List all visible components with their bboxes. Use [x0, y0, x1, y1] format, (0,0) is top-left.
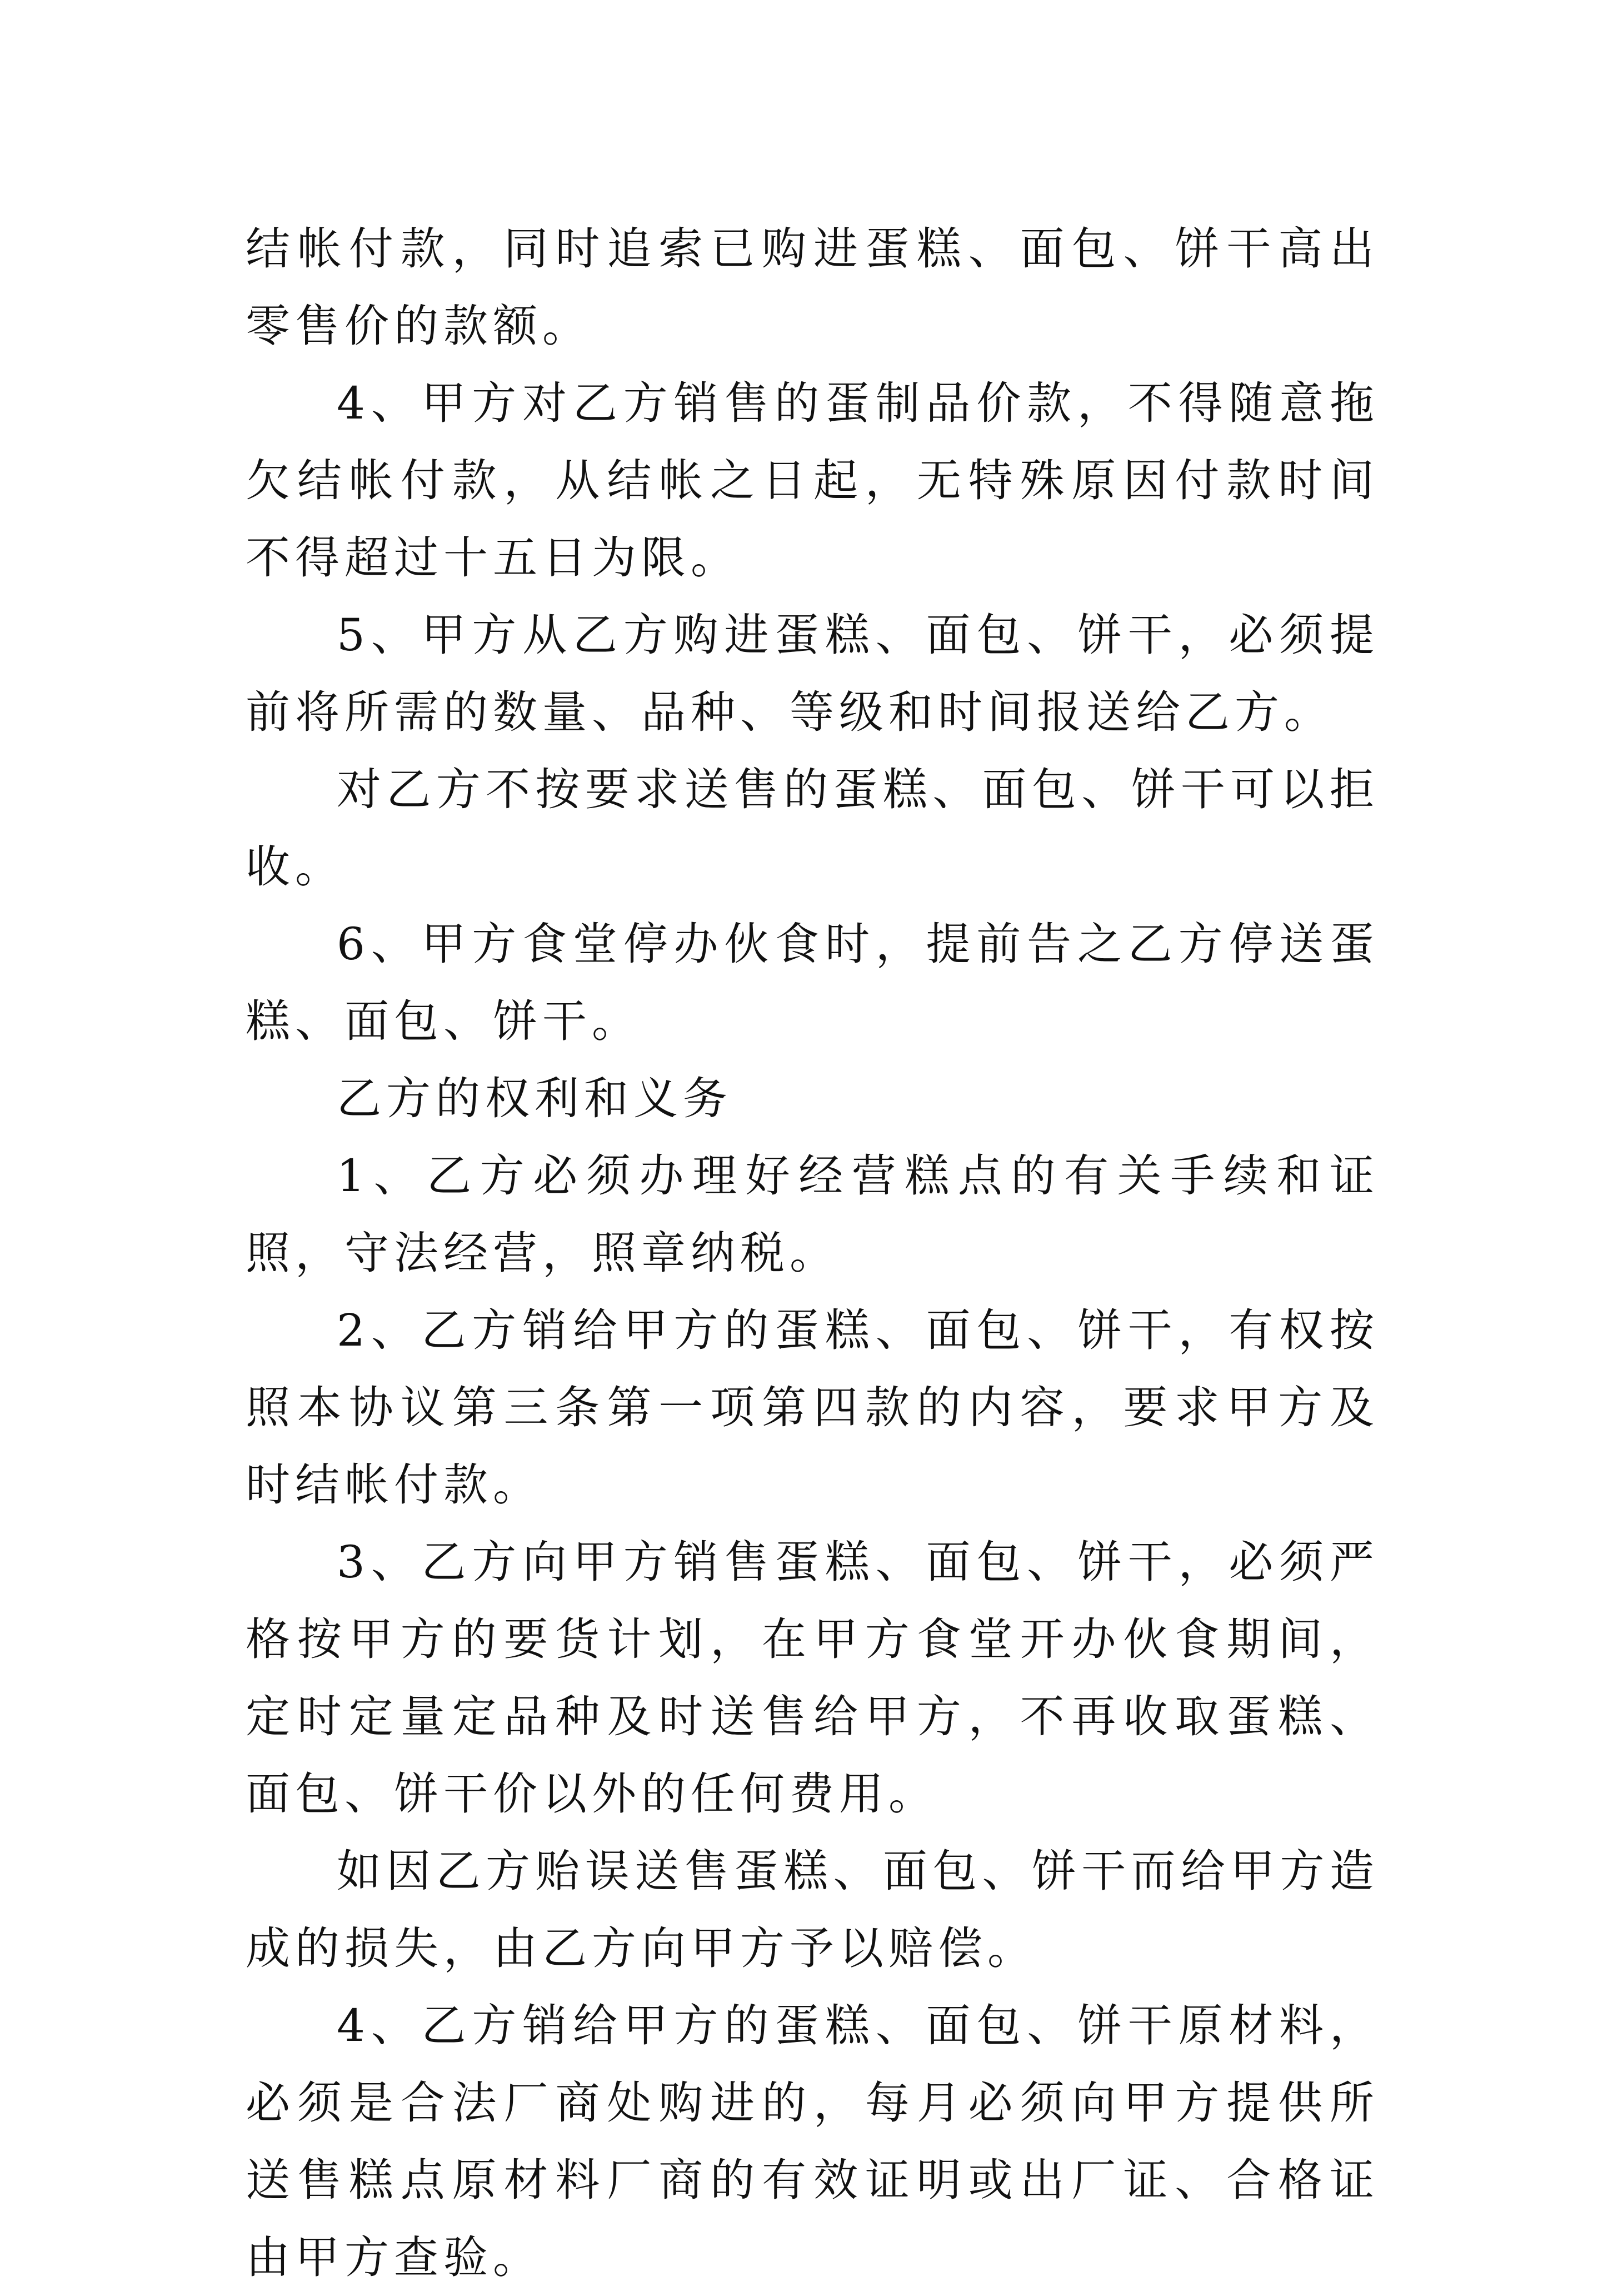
paragraph: 1、乙方必须办理好经营糕点的有关手续和证照，守法经营，照章纳税。: [246, 1150, 1379, 1279]
paragraph: 4、乙方销给甲方的蛋糕、面包、饼干原材料，必须是合法厂商处购进的，每月必须向甲方提供所送售糕点原材料厂商的有效证明或出厂证、合格证由甲方查验。: [246, 2000, 1379, 2283]
paragraph: 4、甲方对乙方销售的蛋制品价款，不得随意拖欠结帐付款，从结帐之日起，无特殊原因付款时间不得超过十五日为限。: [246, 377, 1379, 584]
paragraph: 5、甲方从乙方购进蛋糕、面包、饼干，必须提前将所需的数量、品种、等级和时间报送给乙方。: [246, 609, 1379, 738]
paragraph: 3、乙方向甲方销售蛋糕、面包、饼干，必须严格按甲方的要货计划，在甲方食堂开办伙食期间，定时定量定品种及时送售给甲方，不再收取蛋糕、面包、饼干价以外的任何费用。: [246, 1536, 1379, 1820]
paragraph: 对乙方不按要求送售的蛋糕、面包、饼干可以拒收。: [246, 764, 1379, 893]
paragraph: 结帐付款，同时追索已购进蛋糕、面包、饼干高出零售价的款额。: [246, 223, 1379, 352]
document-body: [246, 210, 1379, 2296]
paragraph: 如因乙方贻误送售蛋糕、面包、饼干而给甲方造成的损失，由乙方向甲方予以赔偿。: [246, 1845, 1379, 1974]
paragraph: 2、乙方销给甲方的蛋糕、面包、饼干，有权按照本协议第三条第一项第四款的内容，要求甲方及时结帐付款。: [246, 1304, 1379, 1511]
paragraph: 6、甲方食堂停办伙食时，提前告之乙方停送蛋糕、面包、饼干。: [246, 918, 1379, 1047]
section-heading: 乙方的权利和义务: [337, 1073, 732, 1124]
